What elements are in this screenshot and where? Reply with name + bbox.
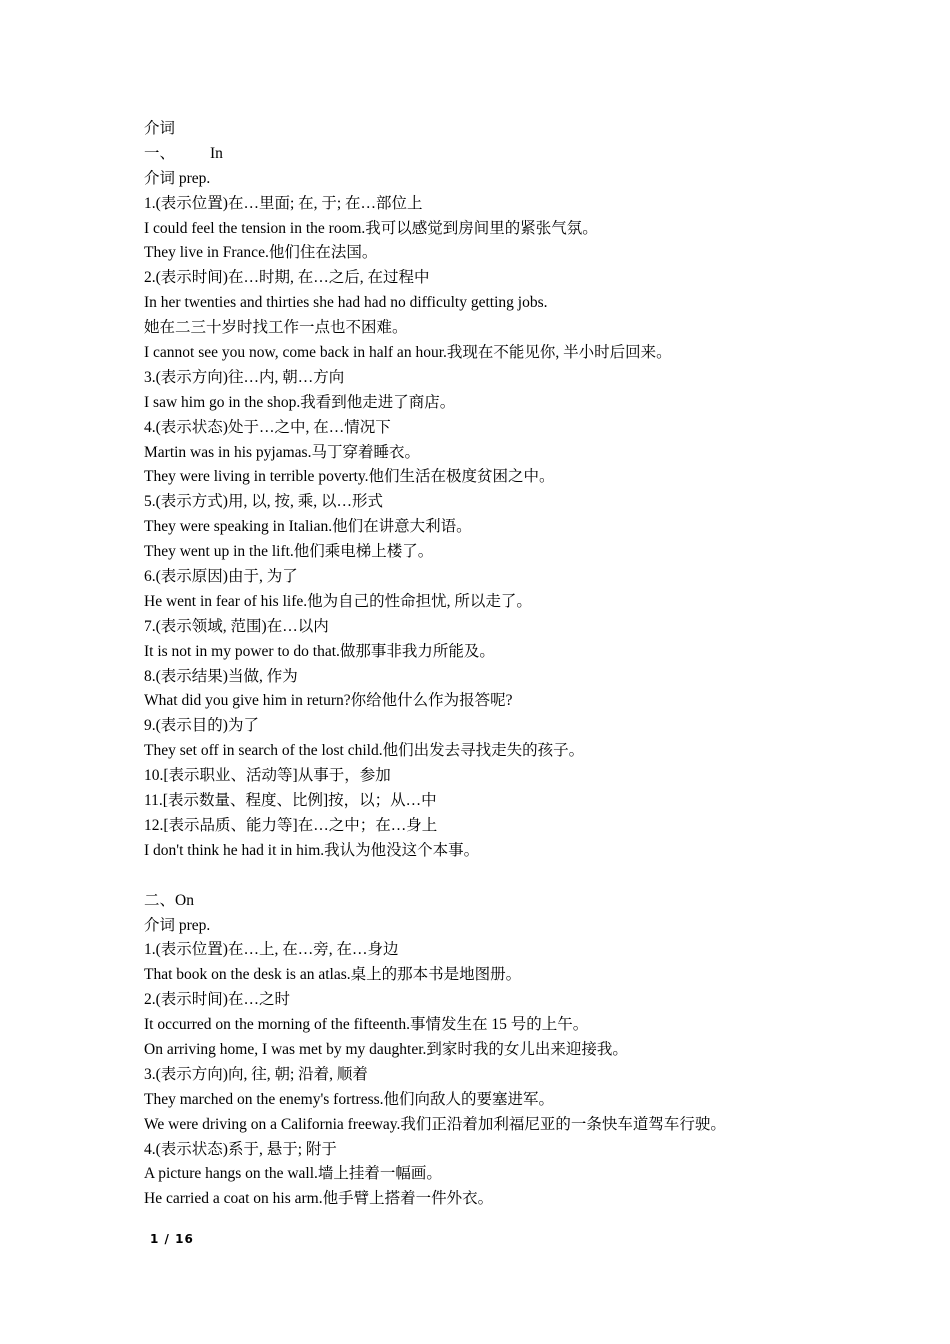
text-line: They were speaking in Italian.他们在讲意大利语。	[144, 518, 472, 536]
section-heading-in	[144, 142, 844, 167]
text-line: Martin was in his pyjamas.马丁穿着睡衣。	[144, 443, 420, 461]
text-line: They went up in the lift.他们乘电梯上楼了。	[144, 543, 434, 561]
text-line: It occurred on the morning of the fifteenth.事情发生在 15 号的上午。	[144, 1016, 589, 1034]
section-number: 一、	[144, 144, 176, 162]
text-line: 3.(表示方向)向, 往, 朝; 沿着, 顺着	[144, 1065, 368, 1083]
text-line: 3.(表示方向)往…内, 朝…方向	[144, 368, 345, 386]
text-line: 4.(表示状态)处于…之中, 在…情况下	[144, 418, 391, 436]
paragraph-spacer	[144, 864, 844, 889]
text-line: I could feel the tension in the room.我可以感觉到房间里的紧张气氛。	[144, 219, 598, 237]
text-line: He went in fear of his life.他为自己的性命担忧, 所以走了。	[144, 592, 532, 610]
text-line: What did you give him in return?你给他什么作为报答呢?	[144, 692, 513, 710]
text-line: They were living in terrible poverty.他们生活在极度贫困之中。	[144, 468, 555, 486]
text-line: 5.(表示方式)用, 以, 按, 乘, 以…形式	[144, 493, 383, 511]
text-line: I cannot see you now, come back in half an hour.我现在不能见你, 半小时后回来。	[144, 344, 672, 362]
text-line: A picture hangs on the wall.墙上挂着一幅画。	[144, 1165, 442, 1183]
text-line: It is not in my power to do that.做那事非我力所能及。	[144, 642, 495, 660]
text-line: We were driving on a California freeway.我们正沿着加利福尼亚的一条快车道驾车行驶。	[144, 1115, 726, 1133]
text-line: 2.(表示时间)在…时期, 在…之后, 在过程中	[144, 269, 430, 287]
text-line: 11.[表示数量、程度、比例]按，以；从…中	[144, 792, 437, 810]
text-line: 她在二三十岁时找工作一点也不困难。	[144, 319, 408, 337]
text-line: I saw him go in the shop.我看到他走进了商店。	[144, 393, 456, 411]
text-line: 2.(表示时间)在…之时	[144, 991, 290, 1009]
text-line: 10.[表示职业、活动等]从事于，参加	[144, 767, 391, 785]
text-line: He carried a coat on his arm.他手臂上搭着一件外衣。	[144, 1190, 494, 1208]
part-of-speech: 介词 prep.	[144, 916, 211, 934]
text-line: 1.(表示位置)在…里面; 在, 于; 在…部位上	[144, 194, 423, 212]
text-line: 1.(表示位置)在…上, 在…旁, 在…身边	[144, 941, 399, 959]
text-line: That book on the desk is an atlas.桌上的那本书是地图册。	[144, 966, 522, 984]
text-line: 8.(表示结果)当做, 作为	[144, 667, 298, 685]
text-line: 4.(表示状态)系于, 悬于; 附于	[144, 1140, 337, 1158]
text-line: 12.[表示品质、能力等]在…之中；在…身上	[144, 816, 438, 834]
text-line: 7.(表示领域, 范围)在…以内	[144, 617, 329, 635]
text-line: 6.(表示原因)由于, 为了	[144, 568, 298, 586]
text-line: I don't think he had it in him.我认为他没这个本事。	[144, 841, 480, 859]
page-content	[144, 117, 844, 1212]
text-line: 9.(表示目的)为了	[144, 717, 259, 735]
doc-title: 介词	[144, 120, 176, 137]
section-heading-on: 二、On	[144, 891, 194, 909]
text-line: On arriving home, I was met by my daughter.到家时我的女儿出来迎接我。	[144, 1040, 628, 1058]
section-word: In	[210, 144, 223, 162]
text-line: In her twenties and thirties she had had no difficulty getting jobs.	[144, 294, 548, 312]
part-of-speech: 介词 prep.	[144, 169, 211, 187]
text-line: They marched on the enemy's fortress.他们向敌人的要塞进军。	[144, 1090, 555, 1108]
page-number: 1 / 16	[150, 1232, 194, 1246]
text-line: They live in France.他们住在法国。	[144, 244, 378, 262]
text-line: They set off in search of the lost child.他们出发去寻找走失的孩子。	[144, 742, 585, 760]
